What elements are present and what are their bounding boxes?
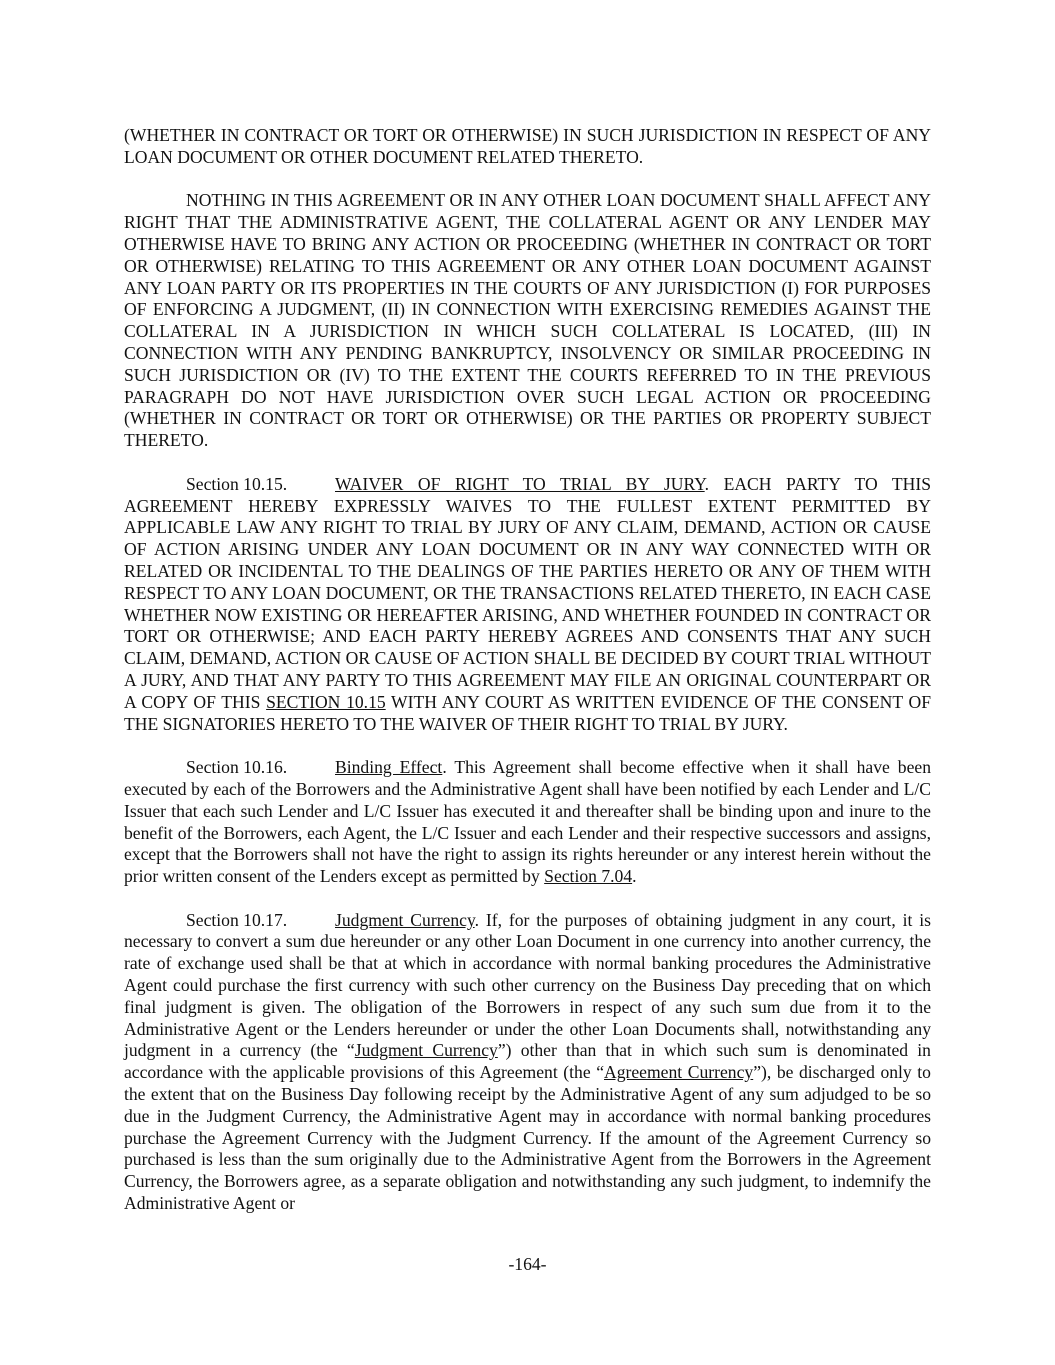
section-title: Judgment Currency [335, 909, 475, 930]
paragraph-nothing-in-agreement: NOTHING IN THIS AGREEMENT OR IN ANY OTHER LOAN DOCUMENT SHALL AFFECT ANY RIGHT THAT THE ADMINISTRATIVE AGENT, THE COLLATERAL AGENT OR ANY LENDER MAY OTHERWISE HAVE TO BRING ANY ACTION OR PROCEEDING (WHETHER IN CONTRACT OR TORT OR OTHERWISE) RELATING TO THIS AGREEMENT OR ANY OTHER LOAN DOCUMENT AGAINST ANY LOAN PARTY OR ITS PROPERTIES IN THE COURTS OF ANY JURISDICTION (I) FOR PURPOSES OF ENFORCING A JUDGMENT, (II) IN CONNECTION WITH EXERCISING REMEDIES AGAINST THE COLLATERAL IN A JURISDICTION IN WHICH SUCH COLLATERAL IS LOCATED, (III) IN CONNECTION WITH ANY PENDING BANKRUPTCY, INSOLVENCY OR SIMILAR PROCEEDING IN SUCH JURISDICTION OR (IV) TO THE EXTENT THE COURTS REFERRED TO IN THE PREVIOUS PARAGRAPH DO NOT HAVE JURISDICTION OVER SUCH LEGAL ACTION OR PROCEEDING (WHETHER IN CONTRACT OR TORT OR OTHERWISE) OR THE PARTIES OR PROPERTY SUBJECT THERETO. [124, 190, 931, 451]
section-text: WITH ANY COURT AS WRITTEN EVIDENCE OF THE CONSENT OF THE SIGNATORIES HERETO TO THE WAIVER OF THEIR RIGHT TO TRIAL BY JURY. [124, 691, 931, 734]
section-10-16 [124, 757, 931, 888]
section-text: ”) other than that in which such sum is denominated in accordance with the applicable provisions of this Agreement (the “ [124, 1040, 931, 1083]
section-text: . If, for the purposes of obtaining judgment in any court, it is necessary to convert a sum due hereunder or any other Loan Document in one currency into another currency, the rate of exchange used shall be that at which in accordance with normal banking procedures the Administrative Agent could purchase the first currency with such other currency on the Business Day preceding that on which final judgment is given. The obligation of the Borrowers in respect of any such sum due from it to the Administrative Agent or the Lenders hereunder or under the other Loan Documents shall, notwithstanding any judgment in a currency (the “ [124, 909, 931, 1061]
paragraph-jurisdiction-continued: (WHETHER IN CONTRACT OR TORT OR OTHERWISE) IN SUCH JURISDICTION IN RESPECT OF ANY LOAN DOCUMENT OR OTHER DOCUMENT RELATED THERETO. [124, 125, 931, 167]
defined-term: Agreement Currency [604, 1062, 754, 1083]
section-cross-reference: Section 7.04 [544, 866, 633, 887]
section-text: . This Agreement shall become effective when it shall have been executed by each of the Borrowers and the Administrative Agent shall have been notified by each Lender and L/C Issuer that each such Lender and L/C Issuer has executed it and thereafter shall be binding upon and inure to the benefit of the Borrowers, each Agent, the L/C Issuer and each Lender and their respective successors and assigns, except that the Borrowers shall not have the right to assign its rights hereunder or any interest herein without the prior written consent of the Lenders except as permitted by [124, 757, 932, 887]
section-10-17 [124, 910, 931, 1215]
section-title: Binding Effect [335, 757, 443, 778]
section-title: WAIVER OF RIGHT TO TRIAL BY JURY [335, 473, 705, 494]
section-text: . [632, 866, 637, 887]
document-page [124, 125, 931, 1215]
section-number: Section 10.15. [186, 473, 288, 494]
section-number: Section 10.17. [186, 909, 288, 930]
section-text: . EACH PARTY TO THIS AGREEMENT HEREBY EXPRESSLY WAIVES TO THE FULLEST EXTENT PERMITTED BY APPLICABLE LAW ANY RIGHT TO TRIAL BY JURY OF ANY CLAIM, DEMAND, ACTION OR CAUSE OF ACTION ARISING UNDER ANY LOAN DOCUMENT OR IN ANY WAY CONNECTED WITH OR RELATED OR INCIDENTAL TO THE DEALINGS OF THE PARTIES HERETO OR ANY OF THEM WITH RESPECT TO ANY LOAN DOCUMENT, OR THE TRANSACTIONS RELATED THERETO, IN EACH CASE WHETHER NOW EXISTING OR HEREAFTER ARISING, AND WHETHER FOUNDED IN CONTRACT OR TORT OR OTHERWISE; AND EACH PARTY HEREBY AGREES AND CONSENTS THAT ANY SUCH CLAIM, DEMAND, ACTION OR CAUSE OF ACTION SHALL BE DECIDED BY COURT TRIAL WITHOUT A JURY, AND THAT ANY PARTY TO THIS AGREEMENT MAY FILE AN ORIGINAL COUNTERPART OR A COPY OF THIS [124, 473, 931, 712]
page-number: -164- [508, 1254, 547, 1274]
section-10-15 [124, 474, 931, 736]
defined-term: Judgment Currency [354, 1040, 498, 1061]
section-text: ”), be discharged only to the extent that on the Business Day following receipt by the Administrative Agent of any sum adjudged to be so due in the Judgment Currency, the Administrative Agent may in accordance with normal banking procedures purchase the Agreement Currency with the Judgment Currency. If the amount of the Agreement Currency so purchased is less than the sum originally due to the Administrative Agent from the Borrowers in the Agreement Currency, the Borrowers agree, as a separate obligation and notwithstanding any such judgment, to indemnify the Administrative Agent or [124, 1062, 931, 1214]
section-cross-reference: SECTION 10.15 [266, 691, 386, 712]
section-number: Section 10.16. [186, 757, 288, 778]
